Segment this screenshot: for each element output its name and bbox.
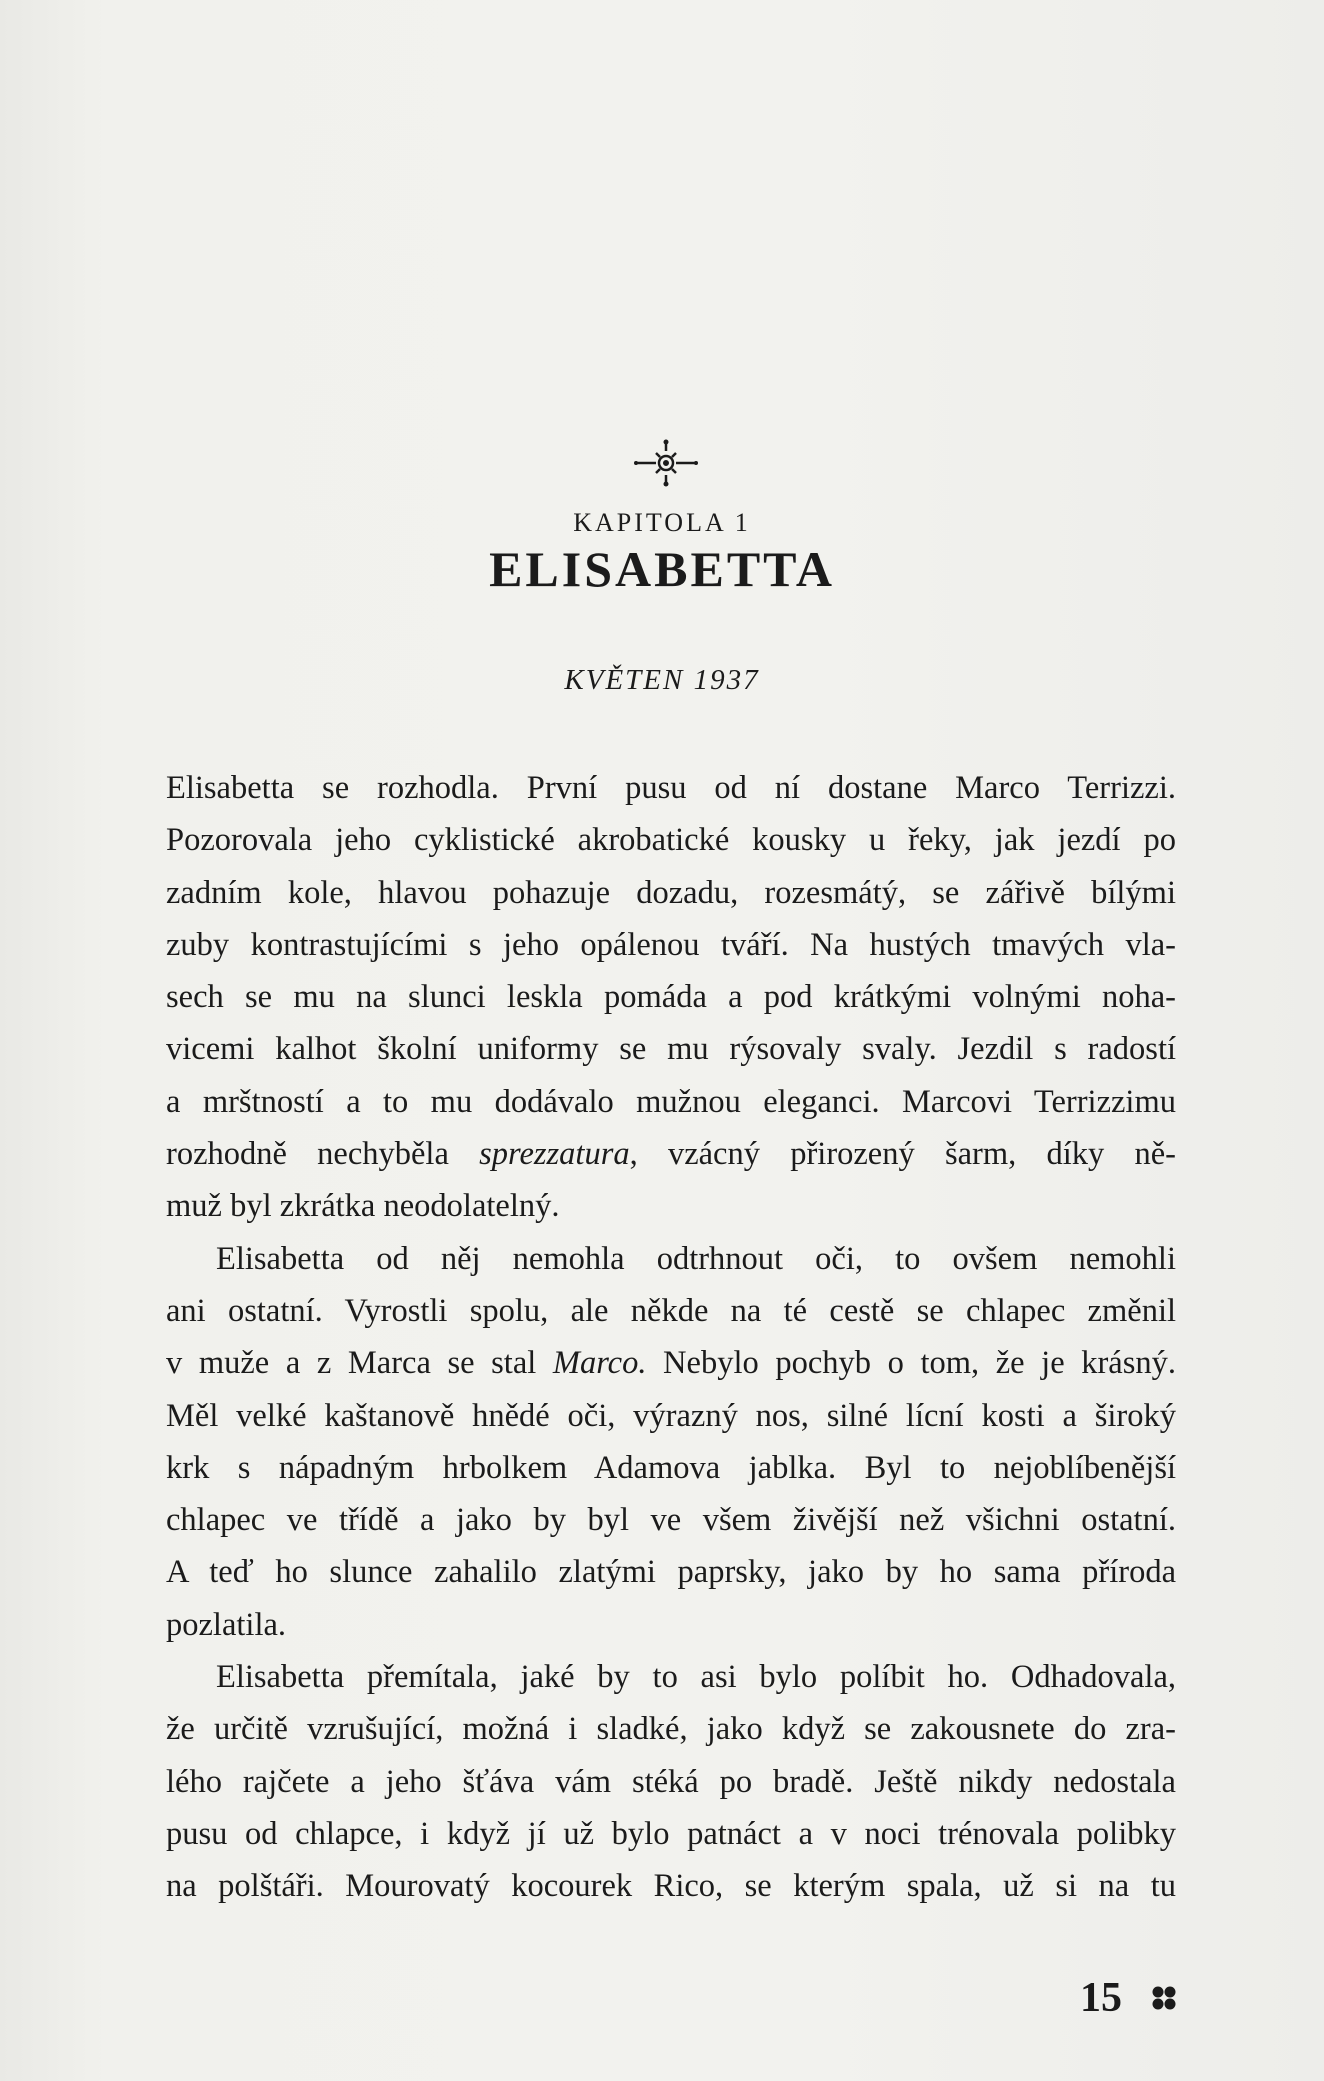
body-line: chlapec ve třídě a jako by byl ve všem živější než všichni ostatní.: [166, 1502, 1176, 1539]
body-line: Měl velké kaštanově hnědé oči, výrazný nos, silné lícní kosti a široký: [166, 1397, 1176, 1434]
body-line: krk s nápadným hrbolkem Adamova jablka. Byl to nejoblíbenější: [166, 1449, 1176, 1486]
body-line: [166, 1337, 1176, 1389]
body-line: A teď ho slunce zahalilo zlatými paprsky, jako by ho sama příroda: [166, 1554, 1176, 1591]
body-line: ani ostatní. Vyrostli spolu, ale někde na té cestě se chlapec změnil: [166, 1292, 1176, 1329]
body-line: Pozorovala jeho cyklistické akrobatické kousky u řeky, jak jezdí po: [166, 822, 1176, 859]
body-line-text: rozhodně nechyběla sprezzatura, vzácný přirozený šarm, díky ně-: [166, 1136, 1176, 1173]
body-line: pusu od chlapce, i když jí už bylo patnáct a v noci trénovala polibky: [166, 1815, 1176, 1852]
body-line: vicemi kalhot školní uniformy se mu rýsovaly svaly. Jezdil s radostí: [166, 1031, 1176, 1068]
body-line: na polštáři. Mourovatý kocourek Rico, se kterým spala, už si na tu: [166, 1868, 1176, 1905]
chapter-date: KVĚTEN 1937: [564, 664, 760, 696]
body-line: sech se mu na slunci leskla pomáda a pod krátkými volnými noha-: [166, 979, 1176, 1016]
body-line: pozlatila.: [166, 1606, 287, 1643]
body-line: Elisabetta se rozhodla. První pusu od ní dostane Marco Terrizzi.: [166, 770, 1176, 806]
body-line-text: Elisabetta přemítala, jaké by to asi bylo políbit ho. Odhadovala,: [216, 1659, 1176, 1696]
body-line: [166, 1128, 1176, 1180]
body-line: [166, 1233, 1176, 1285]
body-line: že určitě vzrušující, možná i sladké, jako když se zakousnete do zra-: [166, 1711, 1176, 1748]
chapter-label: KAPITOLA 1: [573, 508, 751, 537]
body-line-text: Elisabetta od něj nemohla odtrhnout oči, to ovšem nemohli: [216, 1240, 1176, 1277]
body-line: zuby kontrastujícími s jeho opálenou tváří. Na hustých tmavých vla-: [166, 926, 1176, 963]
body-line: muž byl zkrátka neodolatelný.: [166, 1188, 560, 1225]
body-line: lého rajčete a jeho šťáva vám stéká po bradě. Ještě nikdy nedostala: [166, 1763, 1176, 1800]
body-text: [166, 762, 1176, 1913]
quatrefoil-icon: [1150, 1984, 1178, 2012]
body-line-text: v muže a z Marca se stal Marco. Nebylo pochyb o tom, že je krásný.: [166, 1345, 1177, 1382]
body-line: zadním kole, hlavou pohazuje dozadu, rozesmátý, se zářivě bílými: [166, 874, 1176, 911]
chapter-title: ELISABETTA: [489, 541, 835, 597]
sun-ornament-icon: [634, 439, 698, 487]
body-line: [166, 1651, 1176, 1703]
body-line: a mrštností a to mu dodávalo mužnou eleganci. Marcovi Terrizzimu: [166, 1083, 1176, 1120]
page-number: 15: [1080, 1975, 1122, 2021]
